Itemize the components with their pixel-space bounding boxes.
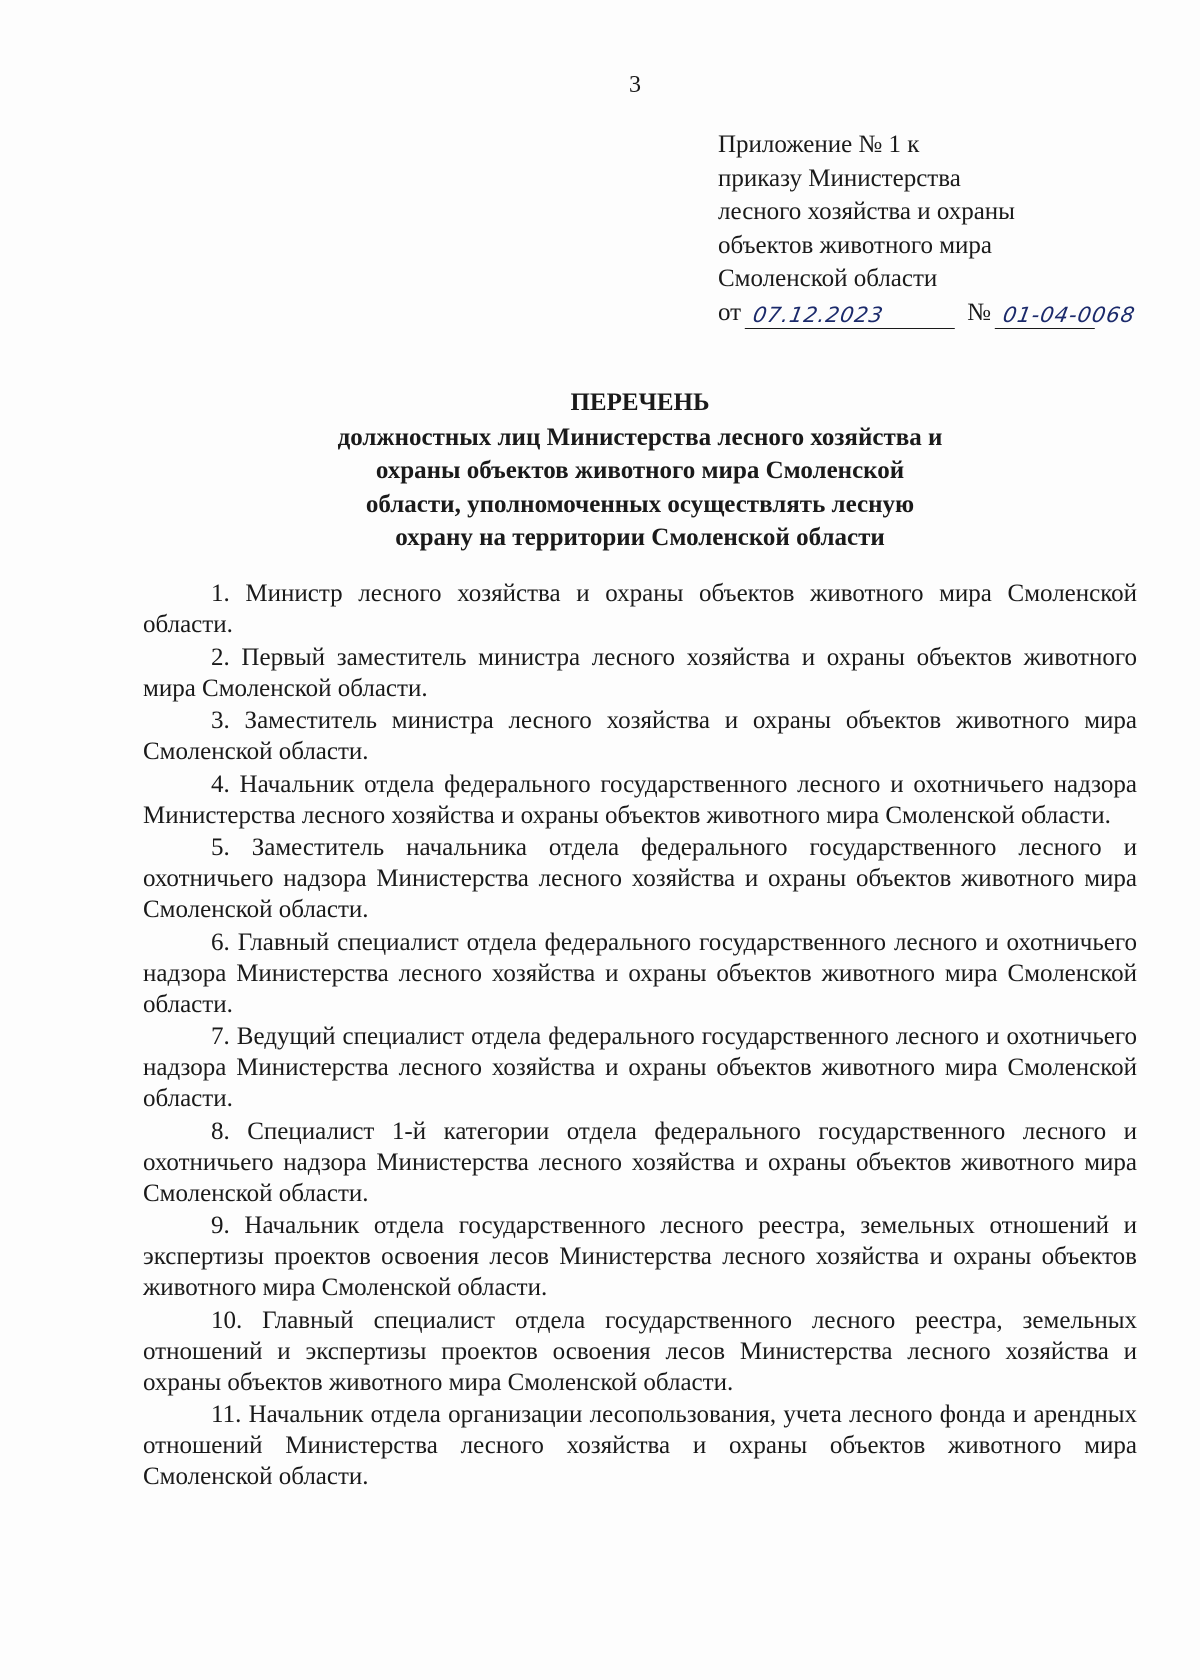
document-title bbox=[140, 386, 1140, 555]
appendix-line: Приложение № 1 к bbox=[718, 131, 920, 158]
title-subtitle-line: области, уполномоченных осуществлять лесную bbox=[365, 490, 915, 518]
list-item: 10. Главный специалист отдела государственного лесного реестра, земельных отношений и экспертизы проектов освоения лесов Министерства лесного хозяйства и охраны объектов животного мира Смоленской области. bbox=[143, 1306, 1137, 1396]
list-item: 7. Ведущий специалист отдела федерального государственного лесного и охотничьего надзора Министерства лесного хозяйства и охраны объектов животного мира Смоленской области. bbox=[143, 1023, 1137, 1112]
appendix-header bbox=[718, 128, 1158, 329]
title-subtitle-line: должностных лиц Министерства лесного хозяйства и bbox=[337, 423, 943, 451]
page-number: 3 bbox=[629, 72, 641, 98]
officials-list bbox=[143, 578, 1137, 1494]
list-item: 6. Главный специалист отдела федерального государственного лесного и охотничьего надзора Министерства лесного хозяйства и охраны объектов животного мира Смоленской области. bbox=[143, 928, 1137, 1018]
date-prefix: от bbox=[718, 298, 742, 326]
appendix-line: лесного хозяйства и охраны bbox=[718, 198, 1015, 225]
appendix-line: Смоленской области bbox=[718, 265, 938, 292]
order-date-number-line bbox=[718, 296, 1158, 330]
list-item: 4. Начальник отдела федерального государственного лесного и охотничьего надзора Министерства лесного хозяйства и охраны объектов животного мира Смоленской области. bbox=[143, 770, 1137, 829]
appendix-line: приказу Министерства bbox=[718, 164, 961, 192]
list-item: 5. Заместитель начальника отдела федерального государственного лесного и охотничьего надзора Министерства лесного хозяйства и охраны объектов животного мира Смоленской области. bbox=[143, 834, 1137, 923]
title-subtitle-line: охрану на территории Смоленской области bbox=[395, 524, 885, 551]
list-item: 3. Заместитель министра лесного хозяйства и охраны объектов животного мира Смоленской области. bbox=[143, 707, 1137, 765]
number-sign: № bbox=[967, 298, 991, 326]
list-item: 2. Первый заместитель министра лесного хозяйства и охраны объектов животного мира Смоленской области. bbox=[143, 643, 1137, 702]
list-item: 1. Министр лесного хозяйства и охраны объектов животного мира Смоленской области. bbox=[143, 580, 1137, 638]
title-main: ПЕРЕЧЕНЬ bbox=[570, 389, 710, 416]
handwritten-order-number: 01-04-0068 bbox=[995, 303, 1100, 329]
list-item: 11. Начальник отдела организации лесопользования, учета лесного фонда и арендных отношений Министерства лесного хозяйства и охраны объектов животного мира Смоленской области. bbox=[143, 1401, 1137, 1490]
list-item: 8. Специалист 1-й категории отдела федерального государственного лесного и охотничьего надзора Министерства лесного хозяйства и охраны объектов животного мира Смоленской области. bbox=[143, 1117, 1137, 1207]
handwritten-date: 07.12.2023 bbox=[745, 303, 960, 329]
list-item: 9. Начальник отдела государственного лесного реестра, земельных отношений и экспертизы проектов освоения лесов Министерства лесного хозяйства и охраны объектов животного мира Смоленской области. bbox=[143, 1212, 1137, 1301]
title-subtitle-line: охраны объектов животного мира Смоленской bbox=[375, 457, 905, 484]
appendix-line: объектов животного мира bbox=[718, 231, 993, 259]
